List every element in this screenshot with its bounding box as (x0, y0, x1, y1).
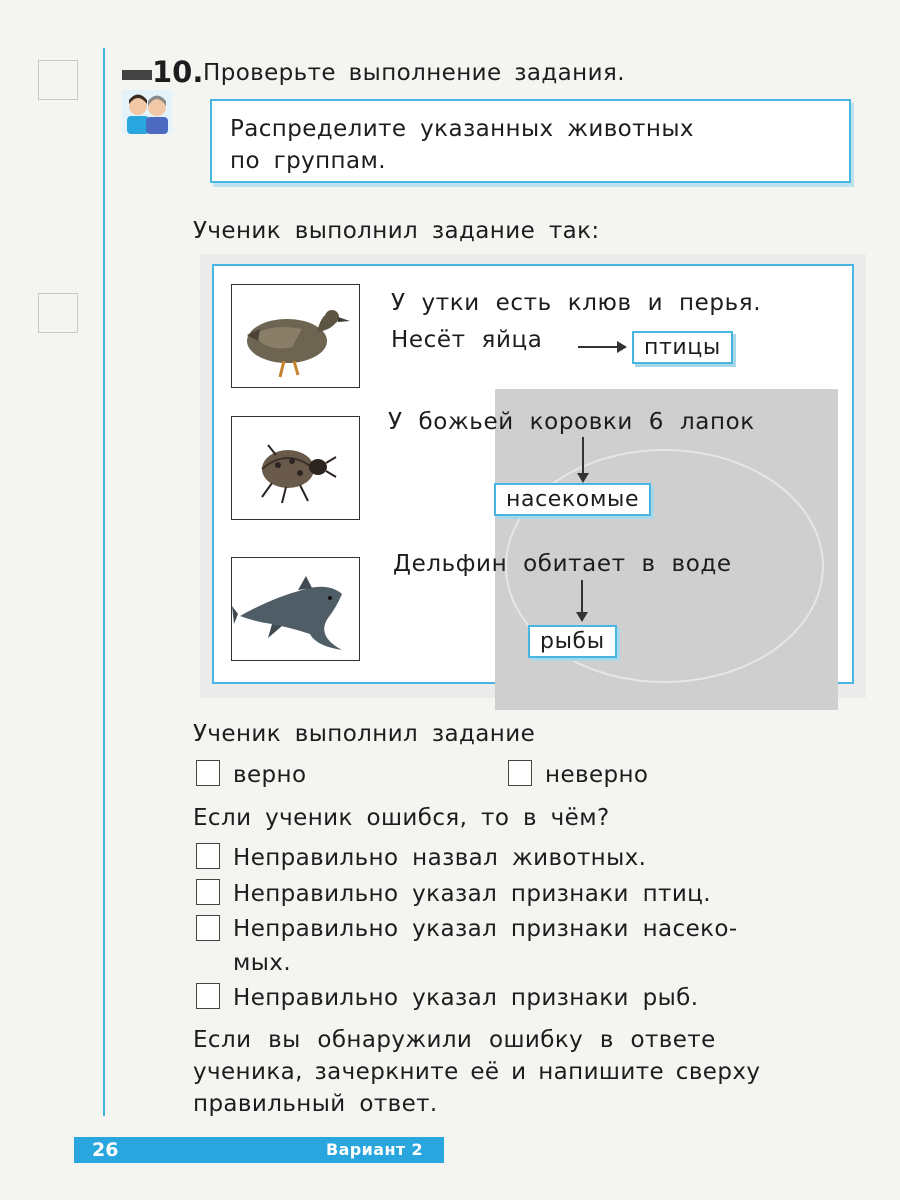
ladybug-picture (231, 416, 360, 520)
mistake-option-continuation: мых. (233, 950, 292, 976)
duck-fact-line: У утки есть клюв и перья. (391, 290, 762, 316)
answer-box-fish: рыбы (528, 625, 617, 658)
checkbox-incorrect[interactable] (508, 760, 532, 786)
task-title: Проверьте выполнение задания. (203, 60, 625, 86)
mistakes-question: Если ученик ошибся, то в чём? (193, 805, 610, 831)
dolphin-picture (231, 557, 360, 661)
answer-box-insects: насекомые (494, 483, 651, 516)
page-number: 26 (92, 1139, 119, 1161)
checkbox-mistake-fish[interactable] (196, 983, 220, 1009)
instruction-line: по группам. (230, 148, 386, 174)
example-intro: Ученик выполнил задание так: (193, 218, 600, 244)
answer-box-birds: птицы (632, 331, 733, 364)
instruction-box (210, 99, 851, 183)
assessment-prompt: Ученик выполнил задание (193, 721, 536, 747)
margin-line (103, 48, 105, 1116)
instruction-line: Распределите указанных животных (230, 116, 694, 142)
variant-label: Вариант 2 (326, 1140, 424, 1159)
checkbox-correct[interactable] (196, 760, 220, 786)
arrow-icon (578, 346, 618, 348)
background-overprint (495, 389, 838, 710)
margin-check-box (38, 60, 78, 100)
dolphin-fact-line: Дельфин обитает в воде (393, 551, 732, 577)
mistake-option: Неправильно указал признаки птиц. (233, 881, 711, 907)
ladybug-fact-line: У божьей коровки 6 лапок (388, 409, 755, 435)
final-instruction-line: правильный ответ. (193, 1091, 438, 1117)
checkbox-mistake-insects[interactable] (196, 915, 220, 941)
arrow-icon (581, 580, 583, 614)
mistake-option: Неправильно указал признаки насеко- (233, 916, 738, 942)
arrow-icon (582, 437, 584, 475)
final-instruction-line: Если вы обнаружили ошибку в ответе (193, 1027, 716, 1053)
duck-fact-line: Несёт яйца (391, 327, 543, 353)
label-incorrect: неверно (545, 762, 649, 788)
task-number: 10. (152, 55, 204, 89)
checkbox-mistake-birds[interactable] (196, 879, 220, 905)
final-instruction-line: ученика, зачеркните её и напишите сверху (193, 1059, 761, 1085)
mistake-option: Неправильно указал признаки рыб. (233, 985, 699, 1011)
checkbox-mistake-names[interactable] (196, 843, 220, 869)
pair-work-icon (122, 90, 172, 134)
mistake-option: Неправильно назвал животных. (233, 845, 647, 871)
label-correct: верно (233, 762, 307, 788)
task-number-bar (122, 70, 152, 80)
duck-picture (231, 284, 360, 388)
margin-check-box (38, 293, 78, 333)
